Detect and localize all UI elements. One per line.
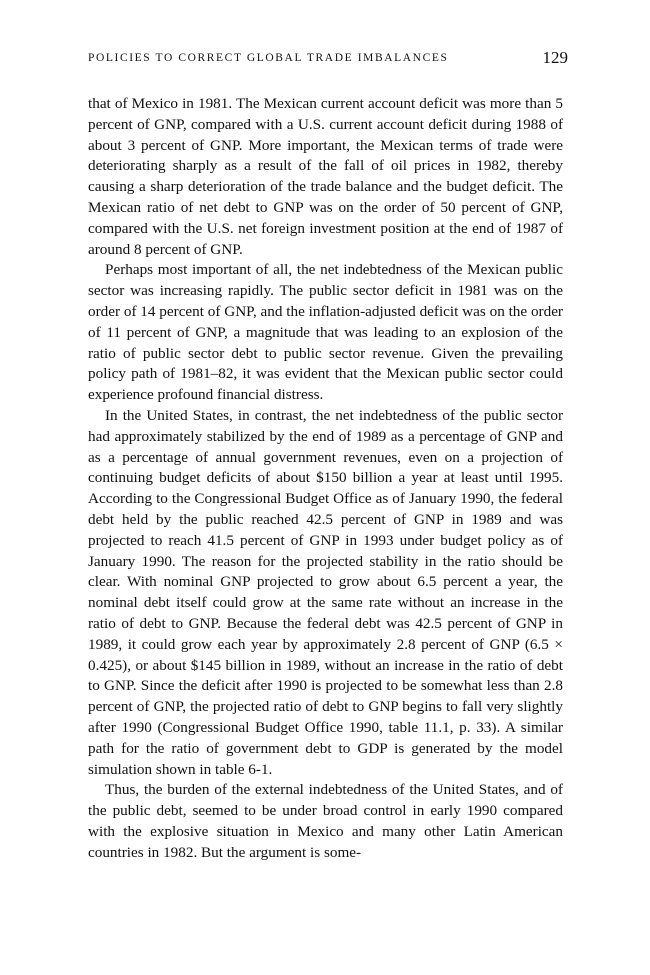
page-header <box>88 48 568 72</box>
body-text <box>88 94 563 863</box>
page-number: 129 <box>542 48 568 67</box>
paragraph-mexican-public-sector: Perhaps most important of all, the net indebtedness of the Mexican public sector was increasing rapidly. The public sector deficit in 1981 was on the order of 14 percent of GNP, and the inflation-adjusted deficit was on the order of 11 percent of GNP, a magnitude that was leading to an explosion of the ratio of public sector debt to public sector revenue. Given the prevailing policy path of 1981–82, it was evident that the Mexican public sector could experience profound financial distress. <box>88 261 563 404</box>
running-head: POLICIES TO CORRECT GLOBAL TRADE IMBALANCES <box>88 52 449 64</box>
paragraph-united-states-debt: In the United States, in contrast, the net indebtedness of the public sector had approximately stabilized by the end of 1989 as a percentage of GNP and as a percentage of annual government revenues, even on a projection of continuing budget deficits of about $150 billion a year at least until 1995. According to the Congressional Budget Office as of January 1990, the federal debt held by the public reached 42.5 percent of GNP in 1989 and was projected to reach 41.5 percent of GNP in 1993 under budget policy as of January 1990. The reason for the projected stability in the ratio should be clear. With nominal GNP projected to grow about 6.5 percent a year, the nominal debt itself could grow at the same rate without an increase in the ratio of debt to GNP. Because the federal debt was 42.5 percent of GNP in 1989, it could grow each year by approximately 2.8 percent of GNP (6.5 × 0.425), or about $145 billion in 1989, without an increase in the ratio of debt to GNP. Since the deficit after 1990 is projected to be somewhat less than 2.8 percent of GNP, the projected ratio of debt to GNP begins to fall very slightly after 1990 (Congressional Budget Office 1990, table 11.1, p. 33). A similar path for the ratio of government debt to GDP is generated by the model simulation shown in table 6-1. <box>88 406 563 778</box>
paragraph-conclusion: Thus, the burden of the external indebtedness of the United States, and of the public debt, seemed to be under broad control in early 1990 compared with the explosive situation in Mexico and many other Latin American countries in 1982. But the argument is some- <box>88 781 563 861</box>
paragraph-mexico-deficit: that of Mexico in 1981. The Mexican current account deficit was more than 5 percent of GNP, compared with a U.S. current account deficit during 1988 of about 3 percent of GNP. More important, the Mexican terms of trade were deteriorating sharply as a result of the fall of oil prices in 1982, thereby causing a sharp deterioration of the trade balance and the budget deficit. The Mexican ratio of net debt to GNP was on the order of 50 percent of GNP, compared with the U.S. net foreign investment position at the end of 1987 of around 8 percent of GNP. <box>88 95 563 258</box>
